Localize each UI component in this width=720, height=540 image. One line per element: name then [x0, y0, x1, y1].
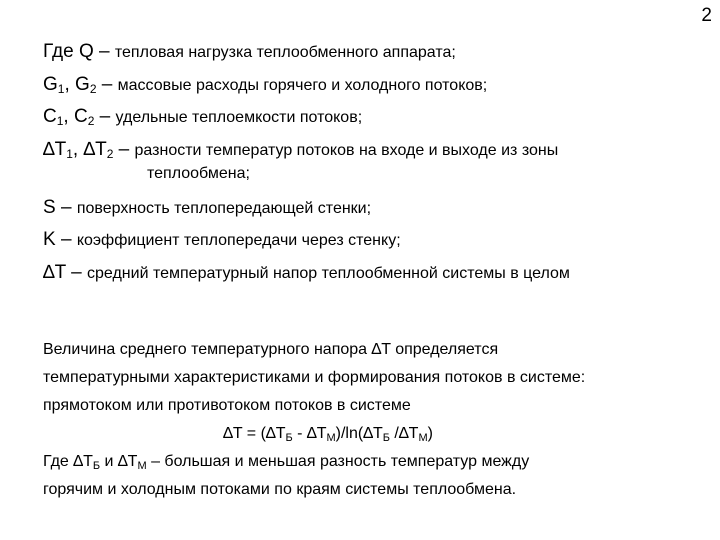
page-number: 2: [701, 5, 712, 26]
paragraph-line-where: Где $\Delta T_Б$ и $\Delta T_М$ – большая и меньшая разность температур между: [43, 453, 530, 472]
definitions-list: [43, 40, 683, 293]
definition-mean-delta-t: [43, 261, 683, 294]
symbol-k: K –: [43, 229, 77, 250]
symbol-c: $C_1$, $C_2$ –: [43, 106, 116, 128]
description-c: удельные теплоемкости потоков;: [115, 109, 363, 126]
description-delta-t-continuation: теплообмена;: [147, 164, 250, 182]
definition-k: [43, 228, 683, 261]
description-delta-t: разности температур потоков на входе и выходе из зоны: [134, 141, 559, 159]
description-k: коэффициент теплопередачи через стенку;: [76, 232, 401, 249]
explanation-paragraph: [43, 336, 693, 504]
mean-temperature-formula: $\Delta T = (\Delta T_Б - \Delta T_М)/\ln(\Delta T_Б$ $/\Delta T_М$): [223, 425, 433, 444]
symbol-g: $G_1$, $G_2$ –: [43, 73, 118, 96]
definition-g: [43, 73, 683, 106]
paragraph-line-1: Величина среднего температурного напора ∆T определяется: [43, 341, 499, 358]
definition-s: [43, 196, 683, 229]
definition-c: [43, 105, 683, 138]
paragraph-line-6: горячим и холодным потоками по краям системы теплообмена.: [43, 481, 517, 498]
symbol-mean-delta-t: ∆T –: [43, 261, 88, 283]
definition-delta-t: [43, 138, 683, 196]
symbol-q: Где Q –: [43, 41, 115, 62]
description-g: массовые расходы горячего и холодного потоков;: [117, 76, 488, 94]
paragraph-line-2: температурными характеристиками и формирования потоков в системе:: [43, 369, 586, 386]
symbol-delta-t: $\Delta T_1$, $\Delta T_2$ –: [43, 138, 135, 161]
description-s: поверхность теплопередающей стенки;: [76, 199, 372, 217]
description-mean-delta-t: средний температурный напор теплообменной системы в целом: [87, 264, 570, 282]
description-q: тепловая нагрузка теплообменного аппарата;: [114, 44, 456, 61]
definition-q: [43, 40, 683, 73]
paragraph-line-3: прямотоком или противотоком потоков в системе: [43, 397, 411, 414]
symbol-s: S –: [43, 196, 77, 218]
